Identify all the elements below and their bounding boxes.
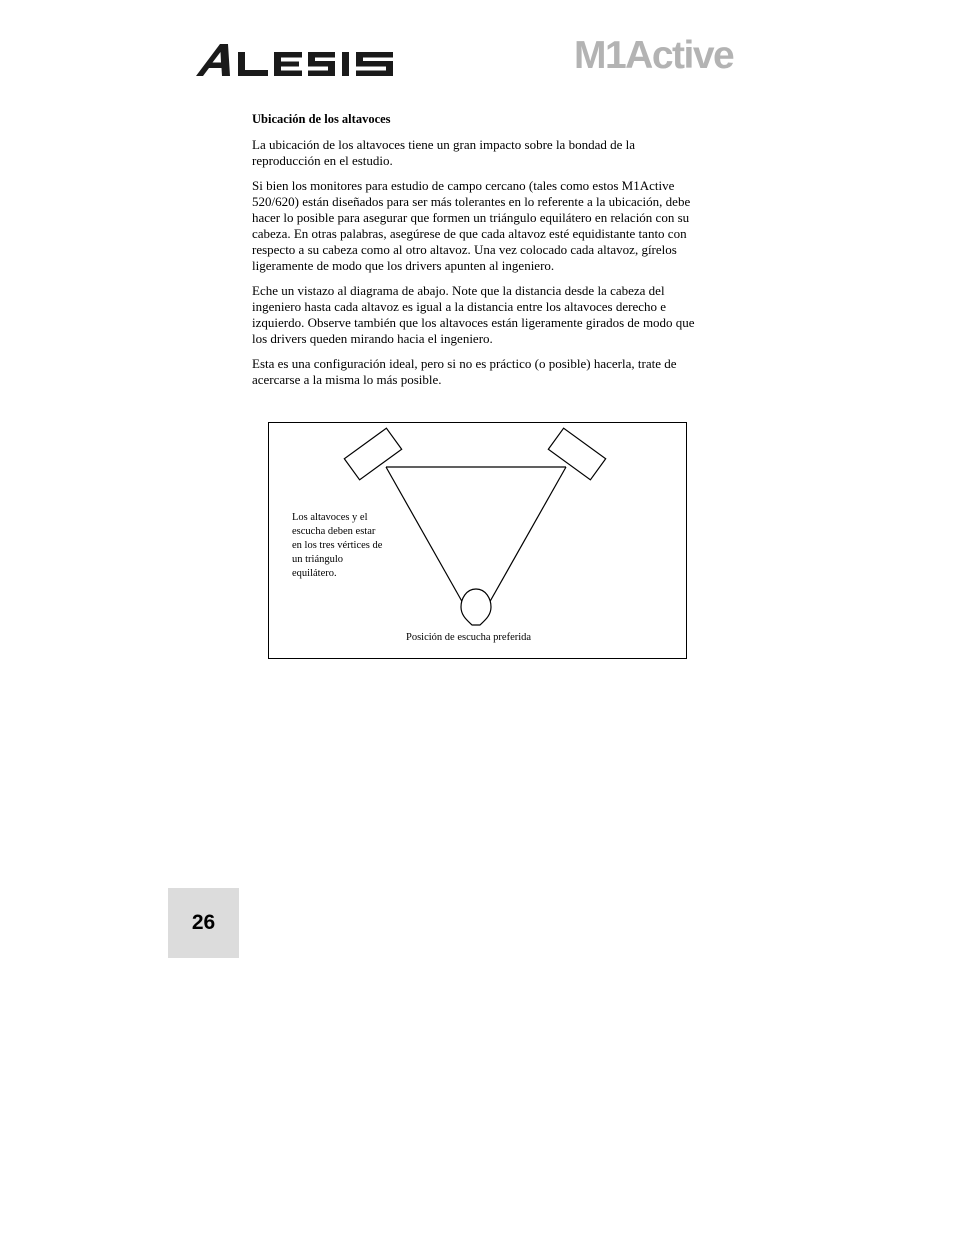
diagram-caption: Posición de escucha preferida	[406, 632, 532, 643]
content-column	[252, 112, 702, 397]
paragraph-placement: Si bien los monitores para estudio de campo cercano (tales como estos M1Active 520/620) están diseñados para ser más tolerantes en lo referente a la ubicación, debe hacer lo posible para asegurar que formen un triángulo equilátero en relación con su cabeza. En otras palabras, asegúrese de que cada altavoz esté equidistante tanto con respecto a su cabeza como al otro altavoz. Una vez colocado cada altavoz, gírelos ligeramente de modo que los drivers apunten al ingeniero.	[252, 178, 691, 273]
page-number-tab	[168, 888, 239, 958]
listener-head-icon	[461, 589, 491, 625]
triangle-left-side	[386, 467, 464, 605]
paragraph-intro: La ubicación de los altavoces tiene un gran impacto sobre la bondad de la reproducción en el estudio.	[252, 137, 635, 168]
paragraph-diagram-reference: Eche un vistazo al diagrama de abajo. Note que la distancia desde la cabeza del ingeniero hasta cada altavoz es igual a la distancia entre los altavoces derecho e izquierdo. Observe también que los altavoces están ligeramente girados de modo que los drivers queden mirando hacia el ingeniero.	[252, 283, 695, 346]
left-speaker-icon	[344, 428, 401, 480]
diagram-note: Los altavoces y el escucha deben estar en los tres vértices de un triángulo equilátero.	[292, 512, 383, 579]
product-name: M1Active	[574, 34, 734, 77]
speaker-placement-diagram	[268, 422, 687, 659]
page-number: 26	[191, 911, 216, 934]
section-title: Ubicación de los altavoces	[252, 112, 391, 126]
triangle-right-side	[488, 467, 566, 605]
alesis-logo	[196, 42, 396, 80]
paragraph-ideal-setup: Esta es una configuración ideal, pero si no es práctico (o posible) hacerla, trate de acercarse a la misma lo más posible.	[252, 356, 677, 387]
right-speaker-icon	[548, 428, 605, 480]
